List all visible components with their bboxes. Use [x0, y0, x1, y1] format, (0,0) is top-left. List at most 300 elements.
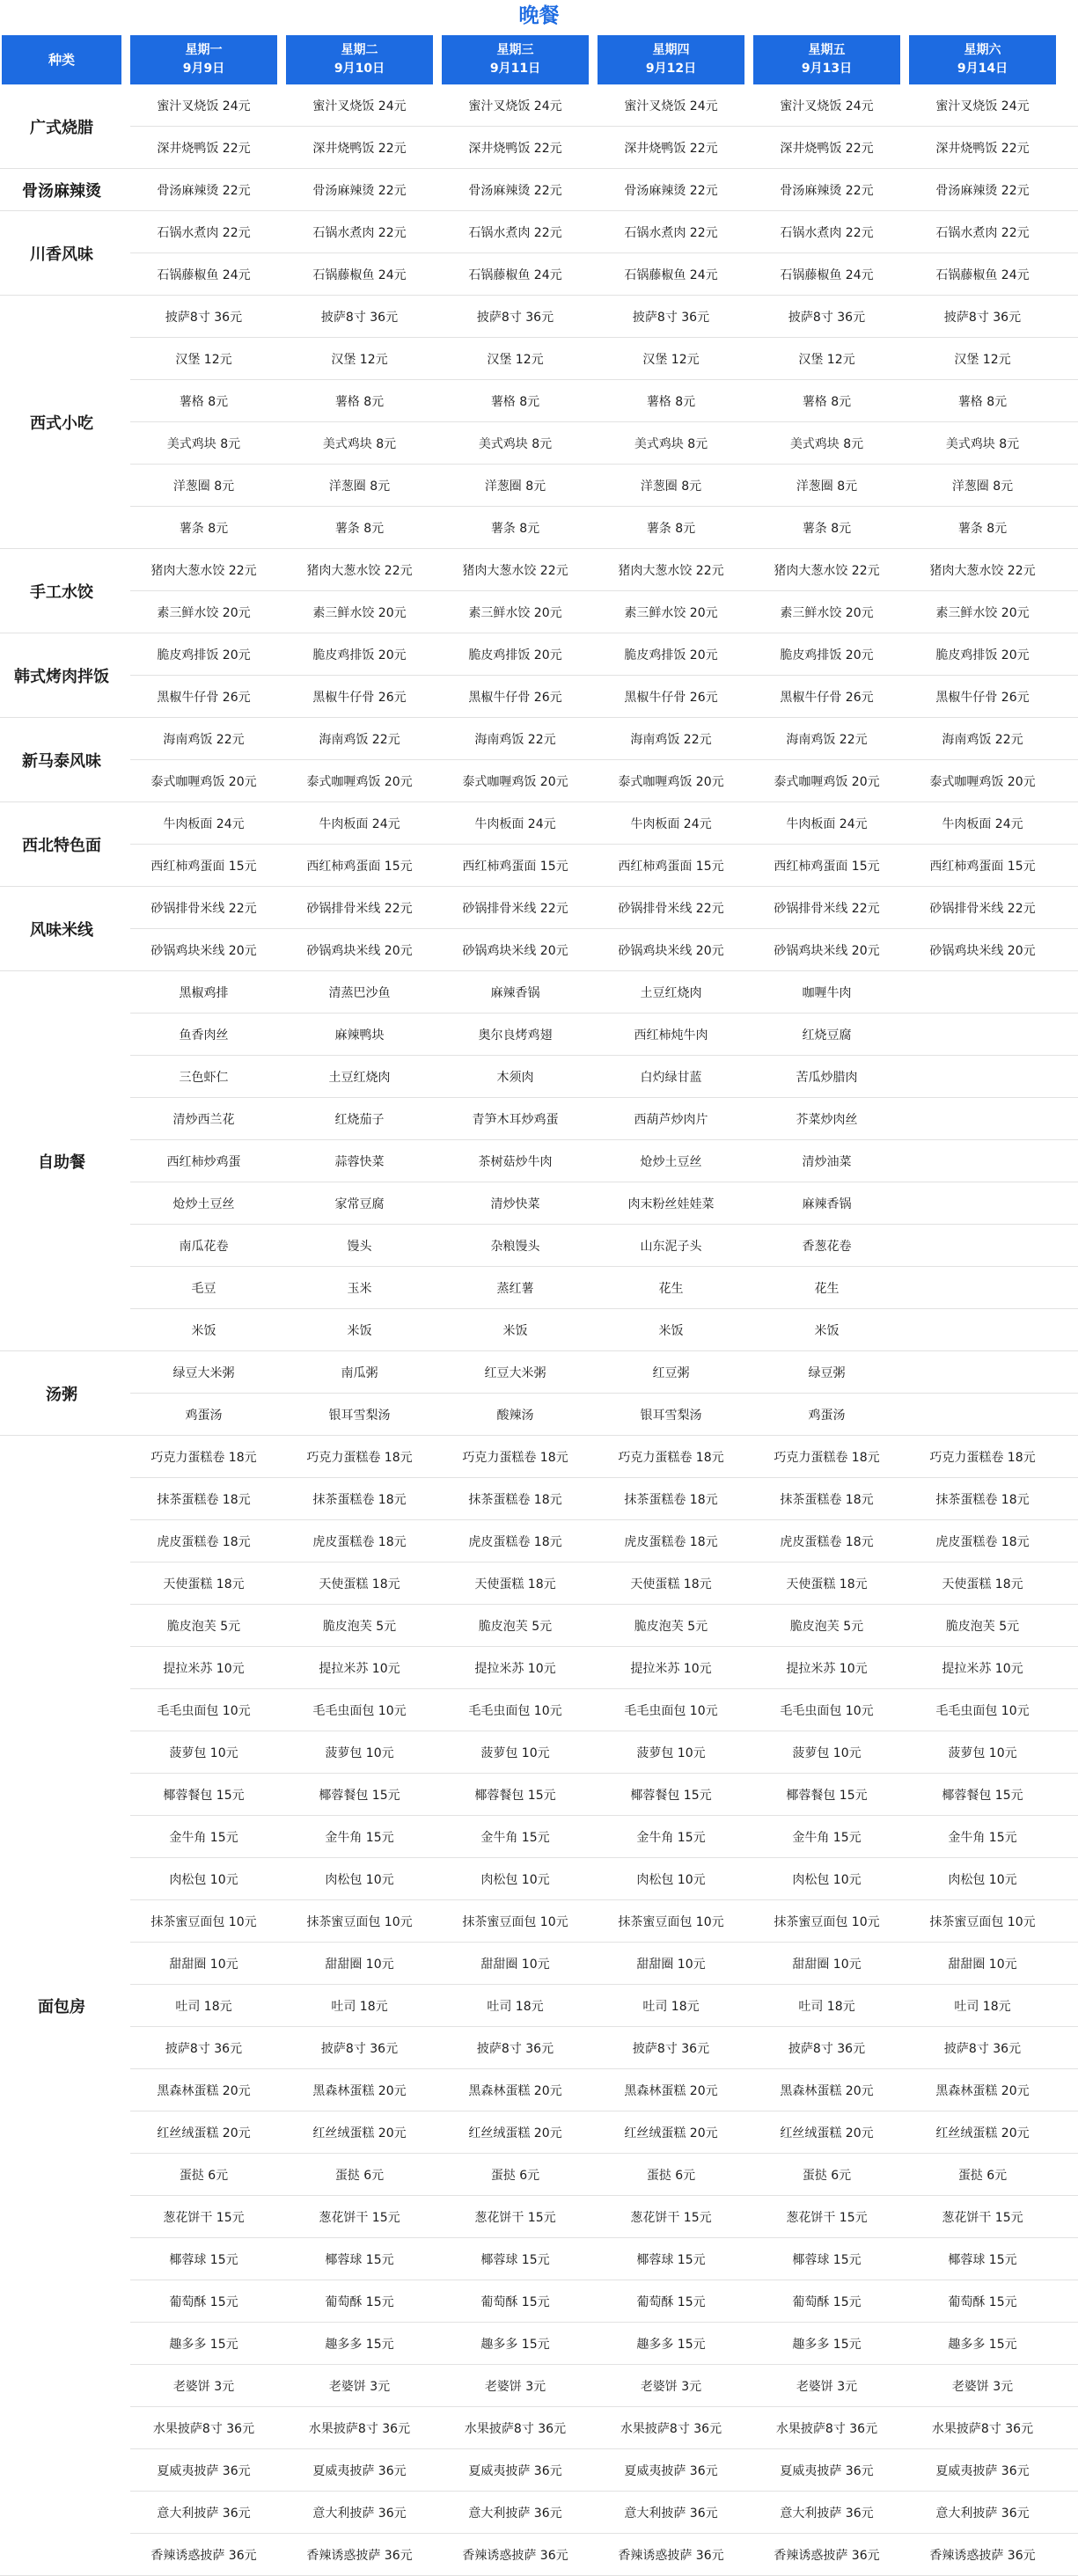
menu-cell: 提拉米苏 10元 — [319, 1661, 400, 1676]
table-row — [130, 84, 1078, 126]
menu-cell: 薯格 8元 — [646, 394, 696, 409]
menu-cell: 白灼绿甘蓝 — [640, 1070, 702, 1085]
menu-cell: 披萨8寸 36元 — [943, 310, 1022, 325]
menu-cell: 葡萄酥 15元 — [480, 2294, 550, 2309]
menu-cell: 石锅藤椒鱼 24元 — [780, 267, 874, 282]
menu-cell — [909, 1394, 1056, 1435]
menu-cell: 红丝绒蛋糕 20元 — [157, 2126, 251, 2141]
menu-cell: 红丝绒蛋糕 20元 — [312, 2126, 407, 2141]
menu-cell: 洋葱圈 8元 — [172, 479, 235, 494]
menu-cell: 披萨8寸 36元 — [788, 2041, 866, 2056]
menu-cell: 金牛角 15元 — [169, 1830, 238, 1845]
menu-cell: 蛋挞 6元 — [490, 2168, 540, 2183]
menu-cell: 牛肉板面 24元 — [319, 816, 400, 831]
table-row — [130, 1519, 1078, 1562]
menu-cell: 素三鲜水饺 20元 — [624, 605, 718, 620]
menu-cell: 老婆饼 3元 — [484, 2379, 546, 2394]
menu-cell — [909, 1267, 1056, 1308]
day-header — [753, 35, 900, 84]
menu-cell: 蜜汁叉烧饭 24元 — [157, 99, 251, 113]
menu-cell: 脆皮泡芙 5元 — [478, 1619, 553, 1634]
menu-cell: 蒜蓉快菜 — [334, 1154, 385, 1169]
menu-cell: 牛肉板面 24元 — [630, 816, 712, 831]
menu-cell: 抹茶蜜豆面包 10元 — [774, 1914, 880, 1929]
menu-cell: 蛋挞 6元 — [646, 2168, 696, 2183]
day-weekday: 星期四 — [652, 43, 690, 57]
table-row — [130, 506, 1078, 548]
table-row — [130, 2026, 1078, 2068]
menu-cell: 山东泥子头 — [640, 1239, 702, 1254]
menu-cell: 茶树菇炒牛肉 — [478, 1154, 553, 1169]
menu-cell: 砂锅鸡块米线 20元 — [618, 943, 724, 958]
category-name: 韩式烤肉拌饭 — [14, 667, 109, 686]
table-row — [130, 549, 1078, 590]
menu-cell: 吐司 18元 — [642, 1999, 700, 2014]
menu-cell: 黑椒牛仔骨 26元 — [935, 690, 1030, 705]
menu-cell: 苦瓜炒腊肉 — [796, 1070, 858, 1085]
menu-cell: 泰式咖喱鸡饭 20元 — [306, 774, 413, 789]
menu-cell: 海南鸡饭 22元 — [319, 732, 400, 747]
table-row — [130, 718, 1078, 759]
menu-cell: 巧克力蛋糕卷 18元 — [150, 1450, 257, 1465]
menu-cell: 美式鸡块 8元 — [322, 436, 397, 451]
category-rows — [130, 1436, 1078, 2575]
menu-cell: 虎皮蛋糕卷 18元 — [935, 1534, 1030, 1549]
menu-cell: 薯条 8元 — [334, 521, 385, 536]
table-row — [130, 2153, 1078, 2195]
menu-cell: 花生 — [658, 1281, 684, 1296]
menu-cell: 夏威夷披萨 36元 — [468, 2463, 562, 2478]
table-row — [130, 2491, 1078, 2533]
menu-cell: 麻辣香锅 — [802, 1197, 852, 1211]
day-weekday: 星期一 — [185, 43, 223, 57]
menu-cell: 椰蓉餐包 15元 — [474, 1788, 556, 1803]
menu-cell: 砂锅鸡块米线 20元 — [929, 943, 1036, 958]
menu-cell: 抹茶蛋糕卷 18元 — [157, 1492, 251, 1507]
menu-cell: 洋葱圈 8元 — [796, 479, 858, 494]
menu-cell: 肉末粉丝娃娃菜 — [627, 1197, 715, 1211]
menu-cell: 杂粮馒头 — [490, 1239, 540, 1254]
menu-cell: 虎皮蛋糕卷 18元 — [312, 1534, 407, 1549]
menu-cell: 椰蓉餐包 15元 — [630, 1788, 712, 1803]
menu-cell: 木须肉 — [496, 1070, 534, 1085]
menu-cell: 深井烧鸭饭 22元 — [624, 141, 718, 156]
category-name: 面包房 — [38, 1997, 85, 2016]
menu-cell: 黑椒牛仔骨 26元 — [780, 690, 874, 705]
day-weekday: 星期三 — [496, 43, 534, 57]
menu-cell: 香辣诱惑披萨 36元 — [150, 2548, 257, 2563]
menu-cell: 毛毛虫面包 10元 — [312, 1703, 407, 1718]
menu-cell: 石锅水煮肉 22元 — [468, 225, 562, 240]
category-block — [0, 1436, 1078, 2576]
menu-cell: 甜甜圈 10元 — [480, 1957, 550, 1972]
menu-cell: 水果披萨8寸 36元 — [152, 2421, 255, 2436]
table-row — [130, 1224, 1078, 1266]
menu-cell: 家常豆腐 — [334, 1197, 385, 1211]
menu-cell: 老婆饼 3元 — [640, 2379, 702, 2394]
menu-cell: 黑森林蛋糕 20元 — [312, 2083, 407, 2098]
menu-cell: 黑森林蛋糕 20元 — [780, 2083, 874, 2098]
menu-cell: 吐司 18元 — [954, 1999, 1011, 2014]
menu-cell: 石锅水煮肉 22元 — [312, 225, 407, 240]
menu-cell: 汉堡 12元 — [642, 352, 700, 367]
menu-cell: 天使蛋糕 18元 — [630, 1577, 712, 1592]
menu-cell: 汉堡 12元 — [798, 352, 855, 367]
menu-cell: 海南鸡饭 22元 — [942, 732, 1023, 747]
menu-cell: 巧克力蛋糕卷 18元 — [929, 1450, 1036, 1465]
menu-cell: 鸡蛋汤 — [808, 1408, 846, 1423]
menu-cell: 牛肉板面 24元 — [163, 816, 245, 831]
menu-cell: 汉堡 12元 — [954, 352, 1011, 367]
menu-cell: 毛毛虫面包 10元 — [935, 1703, 1030, 1718]
category-name: 手工水饺 — [30, 582, 93, 602]
menu-cell: 砂锅排骨米线 22元 — [929, 901, 1036, 916]
menu-cell: 石锅藤椒鱼 24元 — [312, 267, 407, 282]
table-row — [130, 1646, 1078, 1688]
menu-cell: 趣多多 15元 — [169, 2337, 238, 2352]
menu-cell: 牛肉板面 24元 — [942, 816, 1023, 831]
table-row — [130, 2195, 1078, 2237]
menu-cell: 西红柿鸡蛋面 15元 — [306, 859, 413, 874]
menu-cell: 三色虾仁 — [179, 1070, 229, 1085]
menu-cell: 黑森林蛋糕 20元 — [935, 2083, 1030, 2098]
menu-cell: 麻辣鸭块 — [334, 1028, 385, 1043]
menu-cell: 香辣诱惑披萨 36元 — [774, 2548, 880, 2563]
menu-cell: 骨汤麻辣烫 22元 — [312, 183, 407, 198]
menu-cell: 素三鲜水饺 20元 — [935, 605, 1030, 620]
menu-cell: 趣多多 15元 — [480, 2337, 550, 2352]
category-rows — [130, 718, 1078, 801]
menu-cell — [909, 1014, 1056, 1055]
menu-cell — [909, 1225, 1056, 1266]
menu-cell: 椰蓉餐包 15元 — [942, 1788, 1023, 1803]
menu-cell: 肉松包 10元 — [636, 1872, 706, 1887]
menu-cell: 夏威夷披萨 36元 — [935, 2463, 1030, 2478]
menu-cell: 深井烧鸭饭 22元 — [468, 141, 562, 156]
menu-cell: 西红柿鸡蛋面 15元 — [150, 859, 257, 874]
table-row — [130, 464, 1078, 506]
menu-cell: 深井烧鸭饭 22元 — [157, 141, 251, 156]
menu-cell: 脆皮泡芙 5元 — [322, 1619, 397, 1634]
page-title: 晚餐 — [518, 4, 560, 27]
menu-cell: 石锅水煮肉 22元 — [157, 225, 251, 240]
menu-cell — [909, 1098, 1056, 1139]
menu-cell: 洋葱圈 8元 — [640, 479, 702, 494]
menu-cell: 薯格 8元 — [334, 394, 385, 409]
table-row — [130, 1773, 1078, 1815]
table-row — [130, 759, 1078, 801]
category-rows — [130, 633, 1078, 717]
category-rows — [130, 211, 1078, 295]
menu-cell: 椰蓉球 15元 — [636, 2252, 706, 2267]
menu-cell: 天使蛋糕 18元 — [163, 1577, 245, 1592]
category-block — [0, 802, 1078, 887]
menu-cell: 黑森林蛋糕 20元 — [157, 2083, 251, 2098]
menu-cell: 南瓜花卷 — [179, 1239, 229, 1254]
menu-cell: 甜甜圈 10元 — [325, 1957, 394, 1972]
menu-cell: 砂锅排骨米线 22元 — [774, 901, 880, 916]
table-row — [130, 1139, 1078, 1182]
menu-cell: 砂锅排骨米线 22元 — [462, 901, 568, 916]
menu-cell: 西红柿鸡蛋面 15元 — [462, 859, 568, 874]
menu-cell: 葡萄酥 15元 — [792, 2294, 862, 2309]
menu-cell: 吐司 18元 — [487, 1999, 544, 2014]
day-weekday: 星期五 — [808, 43, 846, 57]
menu-cell: 披萨8寸 36元 — [165, 2041, 243, 2056]
menu-cell: 骨汤麻辣烫 22元 — [935, 183, 1030, 198]
table-row — [130, 1055, 1078, 1097]
menu-cell: 老婆饼 3元 — [951, 2379, 1014, 2394]
menu-cell: 葡萄酥 15元 — [636, 2294, 706, 2309]
menu-cell — [909, 1182, 1056, 1224]
menu-cell: 黑椒牛仔骨 26元 — [312, 690, 407, 705]
menu-cell: 米饭 — [347, 1323, 372, 1338]
menu-cell: 美式鸡块 8元 — [634, 436, 708, 451]
menu-cell: 虎皮蛋糕卷 18元 — [468, 1534, 562, 1549]
menu-cell: 披萨8寸 36元 — [320, 2041, 399, 2056]
menu-cell: 薯条 8元 — [490, 521, 540, 536]
menu-cell: 披萨8寸 36元 — [320, 310, 399, 325]
category-block — [0, 296, 1078, 549]
menu-cell: 葱花饼干 15元 — [786, 2210, 868, 2225]
menu-cell: 馒头 — [347, 1239, 372, 1254]
table-row — [130, 1984, 1078, 2026]
menu-cell: 石锅藤椒鱼 24元 — [624, 267, 718, 282]
menu-cell: 西红柿鸡蛋面 15元 — [618, 859, 724, 874]
table-row — [130, 1436, 1078, 1477]
table-row — [130, 633, 1078, 675]
menu-cell: 泰式咖喱鸡饭 20元 — [774, 774, 880, 789]
menu-cell: 抹茶蛋糕卷 18元 — [780, 1492, 874, 1507]
menu-cell: 意大利披萨 36元 — [468, 2506, 562, 2521]
menu-cell: 薯条 8元 — [802, 521, 852, 536]
menu-cell: 砂锅鸡块米线 20元 — [462, 943, 568, 958]
menu-cell: 肉松包 10元 — [325, 1872, 394, 1887]
table-row — [130, 1477, 1078, 1519]
menu-cell: 披萨8寸 36元 — [632, 2041, 710, 2056]
menu-cell: 老婆饼 3元 — [796, 2379, 858, 2394]
menu-cell: 素三鲜水饺 20元 — [780, 605, 874, 620]
category-rows — [130, 549, 1078, 633]
menu-cell: 砂锅鸡块米线 20元 — [150, 943, 257, 958]
menu-cell: 薯条 8元 — [957, 521, 1008, 536]
menu-cell: 黑森林蛋糕 20元 — [624, 2083, 718, 2098]
menu-cell: 香葱花卷 — [802, 1239, 852, 1254]
menu-cell: 天使蛋糕 18元 — [319, 1577, 400, 1592]
menu-cell: 素三鲜水饺 20元 — [157, 605, 251, 620]
menu-cell: 奥尔良烤鸡翅 — [478, 1028, 553, 1043]
table-row — [130, 2533, 1078, 2575]
category-name: 西北特色面 — [22, 836, 101, 855]
table-row — [130, 211, 1078, 252]
menu-cell — [909, 1140, 1056, 1182]
menu-cell: 泰式咖喱鸡饭 20元 — [618, 774, 724, 789]
menu-cell: 香辣诱惑披萨 36元 — [306, 2548, 413, 2563]
menu-cell: 提拉米苏 10元 — [942, 1661, 1023, 1676]
menu-cell: 鱼香肉丝 — [179, 1028, 229, 1043]
menu-cell: 蜜汁叉烧饭 24元 — [312, 99, 407, 113]
menu-cell: 夏威夷披萨 36元 — [157, 2463, 251, 2478]
menu-cell: 肉松包 10元 — [169, 1872, 238, 1887]
menu-cell: 趣多多 15元 — [948, 2337, 1017, 2352]
menu-cell: 吐司 18元 — [798, 1999, 855, 2014]
menu-cell: 甜甜圈 10元 — [948, 1957, 1017, 1972]
menu-cell: 趣多多 15元 — [636, 2337, 706, 2352]
menu-cell: 葡萄酥 15元 — [169, 2294, 238, 2309]
menu-cell: 吐司 18元 — [331, 1999, 388, 2014]
menu-cell: 葱花饼干 15元 — [942, 2210, 1023, 2225]
menu-cell: 炝炒土豆丝 — [640, 1154, 702, 1169]
menu-cell: 菠萝包 10元 — [948, 1745, 1017, 1760]
menu-cell: 猪肉大葱水饺 22元 — [618, 563, 724, 578]
table-row — [130, 421, 1078, 464]
menu-cell: 夏威夷披萨 36元 — [624, 2463, 718, 2478]
menu-cell: 菠萝包 10元 — [480, 1745, 550, 1760]
menu-cell: 麻辣香锅 — [490, 985, 540, 1000]
menu-cell: 骨汤麻辣烫 22元 — [624, 183, 718, 198]
category-block — [0, 633, 1078, 718]
menu-cell: 巧克力蛋糕卷 18元 — [774, 1450, 880, 1465]
menu-cell: 黑森林蛋糕 20元 — [468, 2083, 562, 2098]
category-block — [0, 549, 1078, 633]
menu-cell: 抹茶蜜豆面包 10元 — [150, 1914, 257, 1929]
menu-cell: 素三鲜水饺 20元 — [468, 605, 562, 620]
menu-cell: 薯格 8元 — [957, 394, 1008, 409]
menu-cell: 毛毛虫面包 10元 — [468, 1703, 562, 1718]
menu-cell: 黑椒牛仔骨 26元 — [468, 690, 562, 705]
menu-cell: 红丝绒蛋糕 20元 — [624, 2126, 718, 2141]
menu-cell: 椰蓉球 15元 — [948, 2252, 1017, 2267]
menu-cell: 蜜汁叉烧饭 24元 — [468, 99, 562, 113]
menu-cell: 米饭 — [814, 1323, 840, 1338]
table-row — [130, 1899, 1078, 1942]
menu-cell: 洋葱圈 8元 — [951, 479, 1014, 494]
menu-cell: 菠萝包 10元 — [636, 1745, 706, 1760]
menu-cell: 泰式咖喱鸡饭 20元 — [150, 774, 257, 789]
menu-cell: 巧克力蛋糕卷 18元 — [306, 1450, 413, 1465]
category-name: 骨汤麻辣烫 — [22, 181, 101, 201]
menu-cell: 抹茶蜜豆面包 10元 — [929, 1914, 1036, 1929]
menu-cell: 水果披萨8寸 36元 — [931, 2421, 1034, 2436]
menu-cell: 美式鸡块 8元 — [789, 436, 864, 451]
menu-cell: 葡萄酥 15元 — [325, 2294, 394, 2309]
menu-cell: 椰蓉餐包 15元 — [786, 1788, 868, 1803]
menu-cell: 芥菜炒肉丝 — [796, 1112, 858, 1127]
menu-cell: 深井烧鸭饭 22元 — [780, 141, 874, 156]
menu-cell: 金牛角 15元 — [636, 1830, 706, 1845]
menu-cell: 脆皮鸡排饭 20元 — [624, 648, 718, 662]
menu-cell: 抹茶蜜豆面包 10元 — [462, 1914, 568, 1929]
table-row — [130, 2280, 1078, 2322]
menu-cell: 红烧茄子 — [334, 1112, 385, 1127]
menu-cell: 红豆大米粥 — [484, 1365, 546, 1380]
menu-cell: 披萨8寸 36元 — [476, 310, 554, 325]
table-row — [130, 887, 1078, 928]
menu-cell: 咖喱牛肉 — [802, 985, 852, 1000]
menu-cell: 汉堡 12元 — [487, 352, 544, 367]
menu-cell: 石锅藤椒鱼 24元 — [157, 267, 251, 282]
menu-cell: 虎皮蛋糕卷 18元 — [157, 1534, 251, 1549]
day-date: 9月13日 — [801, 62, 853, 76]
menu-cell: 意大利披萨 36元 — [780, 2506, 874, 2521]
menu-cell: 天使蛋糕 18元 — [474, 1577, 556, 1592]
table-row — [130, 2448, 1078, 2491]
menu-cell: 毛毛虫面包 10元 — [780, 1703, 874, 1718]
menu-cell: 虎皮蛋糕卷 18元 — [780, 1534, 874, 1549]
menu-cell: 美式鸡块 8元 — [478, 436, 553, 451]
menu-cell: 趣多多 15元 — [325, 2337, 394, 2352]
menu-cell: 趣多多 15元 — [792, 2337, 862, 2352]
menu-cell: 椰蓉球 15元 — [169, 2252, 238, 2267]
menu-cell: 砂锅排骨米线 22元 — [618, 901, 724, 916]
menu-cell: 汉堡 12元 — [175, 352, 232, 367]
menu-cell: 红丝绒蛋糕 20元 — [780, 2126, 874, 2141]
table-row — [130, 1097, 1078, 1139]
menu-cell: 黑椒鸡排 — [179, 985, 229, 1000]
menu-cell: 甜甜圈 10元 — [792, 1957, 862, 1972]
menu-cell: 水果披萨8寸 36元 — [308, 2421, 411, 2436]
menu-cell: 炝炒土豆丝 — [172, 1197, 235, 1211]
table-row — [130, 337, 1078, 379]
menu-cell: 椰蓉餐包 15元 — [319, 1788, 400, 1803]
menu-cell: 抹茶蜜豆面包 10元 — [618, 1914, 724, 1929]
menu-cell: 提拉米苏 10元 — [163, 1661, 245, 1676]
menu-cell: 牛肉板面 24元 — [786, 816, 868, 831]
menu-cell: 甜甜圈 10元 — [636, 1957, 706, 1972]
category-block — [0, 971, 1078, 1351]
menu-cell: 蜜汁叉烧饭 24元 — [780, 99, 874, 113]
menu-cell: 南瓜粥 — [341, 1365, 378, 1380]
table-row — [130, 1815, 1078, 1857]
menu-cell: 菠萝包 10元 — [325, 1745, 394, 1760]
menu-cell: 石锅藤椒鱼 24元 — [935, 267, 1030, 282]
menu-cell: 石锅水煮肉 22元 — [935, 225, 1030, 240]
table-row — [130, 1013, 1078, 1055]
menu-cell: 牛肉板面 24元 — [474, 816, 556, 831]
table-row — [130, 675, 1078, 717]
day-header — [286, 35, 433, 84]
menu-cell: 抹茶蛋糕卷 18元 — [935, 1492, 1030, 1507]
day-date: 9月9日 — [182, 62, 225, 76]
category-block — [0, 718, 1078, 802]
menu-cell: 红丝绒蛋糕 20元 — [935, 2126, 1030, 2141]
day-date: 9月10日 — [334, 62, 385, 76]
menu-cell: 脆皮鸡排饭 20元 — [157, 648, 251, 662]
menu-cell: 蛋挞 6元 — [802, 2168, 852, 2183]
menu-cell: 素三鲜水饺 20元 — [312, 605, 407, 620]
category-name: 汤粥 — [46, 1385, 77, 1404]
menu-cell: 玉米 — [347, 1281, 372, 1296]
category-rows — [130, 802, 1078, 886]
menu-cell: 泰式咖喱鸡饭 20元 — [929, 774, 1036, 789]
menu-cell: 天使蛋糕 18元 — [942, 1577, 1023, 1592]
menu-cell: 绿豆大米粥 — [172, 1365, 235, 1380]
menu-cell: 花生 — [814, 1281, 840, 1296]
menu-cell: 海南鸡饭 22元 — [786, 732, 868, 747]
menu-cell: 酸辣汤 — [496, 1408, 534, 1423]
table-row — [130, 1857, 1078, 1899]
menu-cell: 葡萄酥 15元 — [948, 2294, 1017, 2309]
menu-cell: 吐司 18元 — [175, 1999, 232, 2014]
menu-cell: 香辣诱惑披萨 36元 — [462, 2548, 568, 2563]
menu-cell: 美式鸡块 8元 — [945, 436, 1020, 451]
table-row — [130, 590, 1078, 633]
menu-cell: 水果披萨8寸 36元 — [464, 2421, 567, 2436]
menu-cell: 意大利披萨 36元 — [935, 2506, 1030, 2521]
menu-cell: 米饭 — [502, 1323, 528, 1338]
category-name: 川香风味 — [30, 245, 93, 264]
menu-cell: 海南鸡饭 22元 — [163, 732, 245, 747]
